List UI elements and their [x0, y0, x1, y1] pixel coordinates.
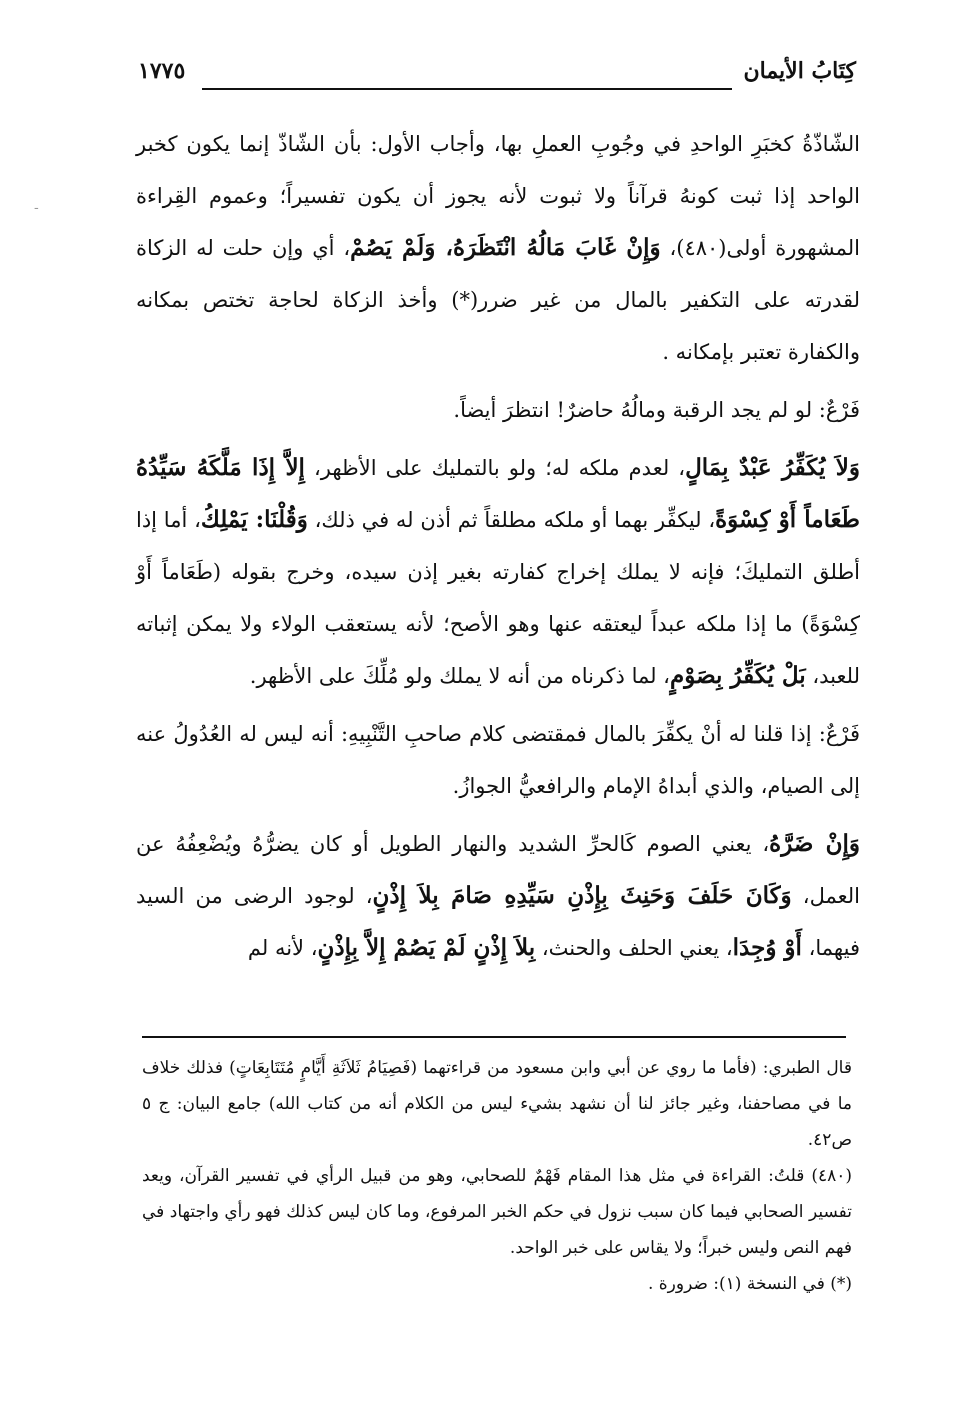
footnote-separator: [142, 1036, 846, 1038]
text-segment: ، أما إذا أطلق التمليكَ؛ فإنه لا يملك إخراج كفارته بغير إذن سيده، وخرج بقوله (طَعَاماً أَوْ كِسْوَةً) ما إذا ملكه عبداً ليعتقه عنها وهو الأصح؛ لأنه يستعقب الولاء ولا يمكن إثباته للعبد،: [136, 508, 860, 688]
margin-dash-mark: -: [34, 200, 39, 216]
text-segment: فَرْعٌ: إذا قلنا له أنْ يكفِّرَ بالمال فمقتضى كلام صاحبِ التَّنْبِيهِ: أنه ليس له العُدُولُ عنه إلى الصيام، والذي أبداهُ الإمام والرافعيُّ الجوازُ.: [136, 722, 860, 798]
matn-segment: وَكَانَ حَلَفَ وَحَنِثَ بِإِذْنِ سَيِّدِهِ صَامَ بِلاَ إِذْنٍ: [372, 882, 792, 909]
page-header: [138, 58, 856, 92]
paragraph-4: [136, 708, 860, 812]
text-segment: ، يعني الحلف والحنث،: [535, 936, 733, 960]
matn-segment: أَوْ وُجِدَا: [732, 934, 802, 961]
book-title: كِتَابُ الأيمان: [743, 58, 856, 84]
text-segment: فَرْعٌ: لو لم يجد الرقبة ومالُهُ حاضرٌ! انتظرَ أيضاً.: [453, 398, 860, 422]
paragraph-3: [136, 442, 860, 702]
paragraph-1: [136, 118, 860, 378]
text-segment: ، أي وإن حلت له الزكاة لقدرته على التكفير بالمال من غير ضرر(*) وأخذ الزكاة لحاجة تختص بمكانه والكفارة تعتبر بإمكانه .: [136, 236, 860, 364]
text-segment: ، يعني الصوم كَالحرِّ الشديد والنهار الطويل أو كان يضرُّهُ ويُضْعِفُهُ عن العمل،: [136, 832, 860, 908]
footnotes: [142, 1050, 852, 1302]
page-number: ١٧٧٥: [138, 58, 186, 84]
main-text: [136, 118, 860, 980]
text-segment: ، لعدم ملكه له؛ ولو بالتمليك على الأظهر،: [304, 456, 686, 480]
text-segment: الشّاذّةُ كخبَرِ الواحدِ في وجُوبِ العملِ بها، وأجاب الأول: بأن الشّاذّ إنما يكون كخبر الواحد إذا ثبت كونهُ قرآناً ولا ثبوت لأنه يجوز أن يكون تفسيراً؛ وعموم القِراءة المشهورة أولى(٤٨٠)،: [136, 132, 860, 260]
text-segment: ، لما ذكرناه من أنه لا يملك ولو مُلِّكَ على الأظهر.: [249, 664, 670, 688]
footnote-2: (٤٨٠) قلتُ: القراءة في مثل هذا المقام فَهْمٌ للصحابي، وهو من قبيل الرأي في تفسير القرآن، ويعد تفسير الصحابي فيما كان سبب نزول في حكم الخبر المرفوع، وما كان ليس كذلك فهو رأي واجتهاد في فهم النص وليس خبراً؛ ولا يقاس على خبر الواحد.: [142, 1166, 852, 1258]
footnote-3: (*) في النسخة (١): ضرورة .: [647, 1274, 852, 1294]
matn-segment: إِلاَّ إِذَا مَلَّكَهُ سَيِّدُهُ طَعَاماً أَوْ كِسْوَةً: [136, 454, 860, 533]
footnote-1: قال الطبري: (فأما ما روي عن أبي وابن مسعود من قراءتهما (فَصِيَامُ ثَلاَثَةِ أَيَّامٍ مُتَتَابِعَاتٍ) فذلك خلاف ما في مصاحفنا، وغير جائز لنا أن نشهد بشيء ليس من الكلام أنه من كتاب الله) جامع البيان: ج ٥ ص٤٢.: [142, 1058, 852, 1150]
header-rule: [202, 88, 732, 90]
matn-segment: بَلْ يُكَفِّرُ بِصَوْمٍ: [669, 662, 806, 689]
matn-segment: وَلاَ يُكَفِّرُ عَبْدٌ بِمَالٍ: [685, 454, 860, 481]
paragraph-5: [136, 818, 860, 974]
matn-segment: وَإِنْ غَابَ مَالُهُ انْتَظَرَهُ، وَلَمْ يَصُمْ: [350, 234, 661, 261]
matn-segment: وَإِنْ ضَرَّهُ: [769, 830, 860, 857]
matn-segment: وَقُلْنَا: يَمْلِكُ: [200, 506, 308, 533]
matn-segment: بِلاَ إِذْنٍ لَمْ يَصُمْ إِلاَّ بِإِذْنٍ: [317, 934, 536, 961]
paragraph-2: [136, 384, 860, 436]
text-segment: ، ليكفِّر بهما أو ملكه مطلقاً ثم أذن له في ذلك،: [307, 508, 716, 532]
text-segment: ، لوجود الرضى من السيد فيهما،: [136, 884, 860, 960]
text-segment: ، لأنه لم: [247, 936, 318, 960]
